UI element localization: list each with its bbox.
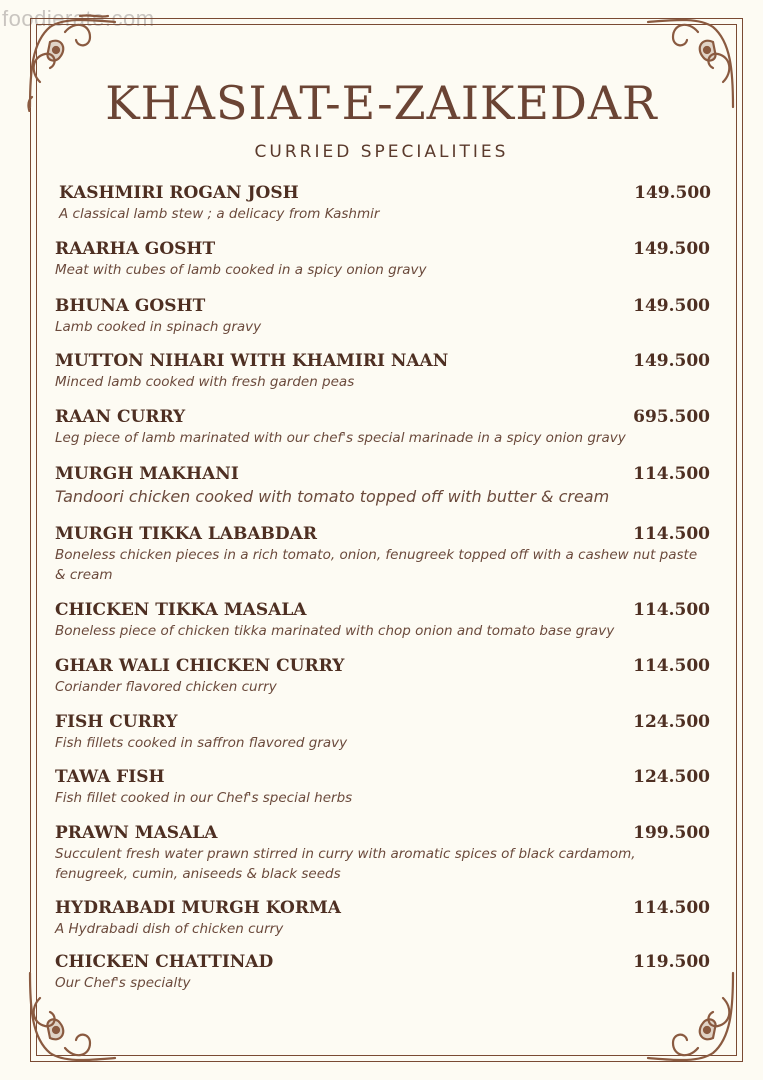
item-description: Boneless piece of chicken tikka marinated with chop onion and tomato base gravy [55, 623, 615, 639]
menu-item [55, 523, 710, 585]
menu-item [55, 822, 710, 884]
item-price: 149.500 [633, 296, 710, 316]
item-description: Succulent fresh water prawn stirred in curry with aromatic spices of black cardamom, fenugreek, cumin, aniseeds & black seeds [55, 846, 636, 882]
item-price: 124.500 [633, 767, 710, 787]
item-name: PRAWN MASALA [55, 823, 218, 843]
item-name: CHICKEN TIKKA MASALA [55, 600, 307, 620]
menu-item [55, 463, 710, 508]
item-name: RAAN CURRY [55, 407, 186, 427]
item-price: 199.500 [633, 823, 710, 843]
item-price: 114.500 [633, 600, 710, 620]
item-description: Leg piece of lamb marinated with our chef's special marinade in a spicy onion gravy [55, 430, 626, 446]
item-price: 114.500 [633, 656, 710, 676]
item-description: Fish fillet cooked in our Chef's special herbs [55, 790, 353, 806]
item-price: 114.500 [633, 464, 710, 484]
item-name: RAARHA GOSHT [55, 239, 216, 259]
item-description: Fish fillets cooked in saffron flavored gravy [55, 735, 348, 751]
item-description: Lamb cooked in spinach gravy [55, 319, 262, 335]
item-name: HYDRABADI MURGH KORMA [55, 898, 341, 918]
item-description: A classical lamb stew ; a delicacy from Kashmir [59, 206, 380, 222]
menu-item [55, 406, 710, 448]
item-name: TAWA FISH [55, 767, 165, 787]
menu-item [55, 766, 710, 808]
item-name: GHAR WALI CHICKEN CURRY [55, 656, 345, 676]
item-name: CHICKEN CHATTINAD [55, 952, 274, 972]
item-price: 124.500 [633, 712, 710, 732]
menu-item [55, 897, 710, 939]
menu-item [55, 655, 710, 697]
item-name: MURGH MAKHANI [55, 464, 239, 484]
menu-item [55, 711, 710, 753]
item-description: Meat with cubes of lamb cooked in a spicy onion gravy [55, 262, 427, 278]
menu-item [59, 182, 711, 224]
item-price: 119.500 [633, 952, 710, 972]
watermark: foodierate.com [2, 6, 155, 31]
menu-item [55, 599, 710, 641]
item-price: 149.500 [633, 239, 710, 259]
item-price: 695.500 [633, 407, 710, 427]
menu-item [55, 238, 710, 280]
item-description: Boneless chicken pieces in a rich tomato, onion, fenugreek topped off with a cashew nut paste & cream [55, 547, 698, 583]
item-name: MURGH TIKKA LABABDAR [55, 524, 317, 544]
item-description: Minced lamb cooked with fresh garden peas [55, 374, 355, 390]
item-description: Our Chef's specialty [55, 975, 191, 991]
item-description: Tandoori chicken cooked with tomato topped off with butter & cream [55, 487, 610, 506]
item-price: 149.500 [633, 351, 710, 371]
item-name: BHUNA GOSHT [55, 296, 206, 316]
item-name: MUTTON NIHARI WITH KHAMIRI NAAN [55, 351, 449, 371]
menu-item [55, 951, 710, 993]
item-price: 114.500 [633, 898, 710, 918]
item-price: 114.500 [633, 524, 710, 544]
section-subtitle: CURRIED SPECIALITIES [254, 142, 509, 162]
page-title: KHASIAT-E-ZAIKEDAR [105, 76, 658, 130]
menu-item [55, 295, 710, 337]
item-name: KASHMIRI ROGAN JOSH [59, 183, 299, 203]
item-description: A Hydrabadi dish of chicken curry [55, 921, 284, 937]
item-price: 149.500 [634, 183, 711, 203]
menu-item [55, 350, 710, 392]
item-description: Coriander flavored chicken curry [55, 679, 277, 695]
item-name: FISH CURRY [55, 712, 178, 732]
